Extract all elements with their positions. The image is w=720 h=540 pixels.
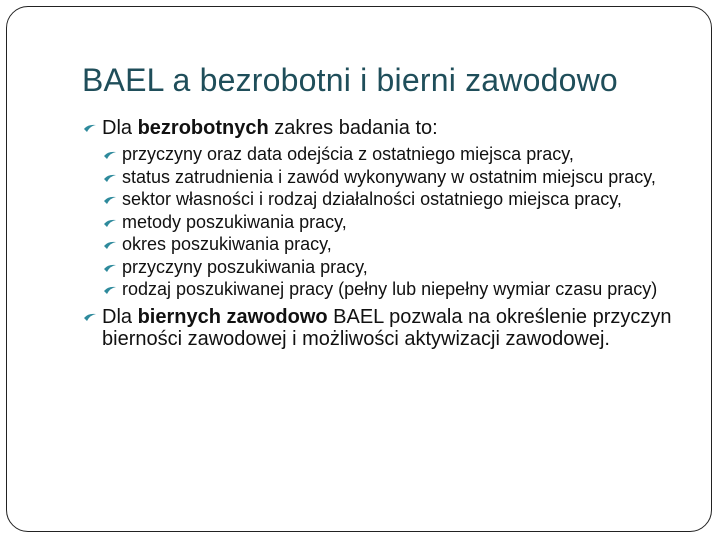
- bullet-bold: biernych zawodowo: [137, 305, 328, 328]
- swoosh-bullet-icon: [103, 173, 117, 183]
- swoosh-bullet-icon: [103, 285, 117, 295]
- swoosh-bullet-icon: [83, 123, 97, 133]
- bullet-inactive: [82, 306, 682, 350]
- sub-bullet-text: przyczyny poszukiwania pracy,: [122, 256, 368, 277]
- bullet-prefix: Dla: [102, 117, 138, 139]
- sub-bullet-text: sektor własności i rodzaj działalności ostatniego miejsca pracy,: [122, 189, 622, 209]
- sub-bullet-text: status zatrudnienia i zawód wykonywany w ostatnim miejscu pracy,: [122, 166, 656, 187]
- sub-bullet-item: [102, 235, 682, 255]
- slide-title: BAEL a bezrobotni i bierni zawodowo: [82, 62, 618, 98]
- sub-bullet-item: [102, 258, 682, 278]
- sub-bullet-text: okres poszukiwania pracy,: [122, 234, 332, 254]
- sub-bullet-list: [82, 145, 682, 300]
- bullet-suffix: zakres badania to:: [268, 117, 438, 139]
- sub-bullet-item: [102, 213, 682, 233]
- bullet-bold: bezrobotnych: [137, 117, 269, 139]
- swoosh-bullet-icon: [103, 240, 117, 250]
- sub-bullet-item: [102, 168, 682, 188]
- sub-bullet-item: [102, 190, 682, 210]
- bullet-prefix: Dla: [102, 305, 138, 328]
- swoosh-bullet-icon: [103, 195, 117, 205]
- bullet-list: [82, 117, 682, 356]
- sub-bullet-text: przyczyny oraz data odejścia z ostatniego miejsca pracy,: [122, 144, 574, 164]
- sub-bullet-text: rodzaj poszukiwanej pracy (pełny lub niepełny wymiar czasu pracy): [122, 279, 658, 299]
- swoosh-bullet-icon: [103, 150, 117, 160]
- sub-bullet-item: [102, 145, 682, 165]
- bullet-suffix: BAEL pozwala na określenie przyczyn bierności zawodowej i możliwości aktywizacji zawodowej.: [102, 305, 672, 350]
- bullet-unemployed: [82, 117, 682, 139]
- swoosh-bullet-icon: [103, 263, 117, 273]
- sub-bullet-text: metody poszukiwania pracy,: [122, 211, 347, 232]
- sub-bullet-item: [102, 280, 682, 300]
- swoosh-bullet-icon: [83, 312, 97, 322]
- swoosh-bullet-icon: [103, 218, 117, 228]
